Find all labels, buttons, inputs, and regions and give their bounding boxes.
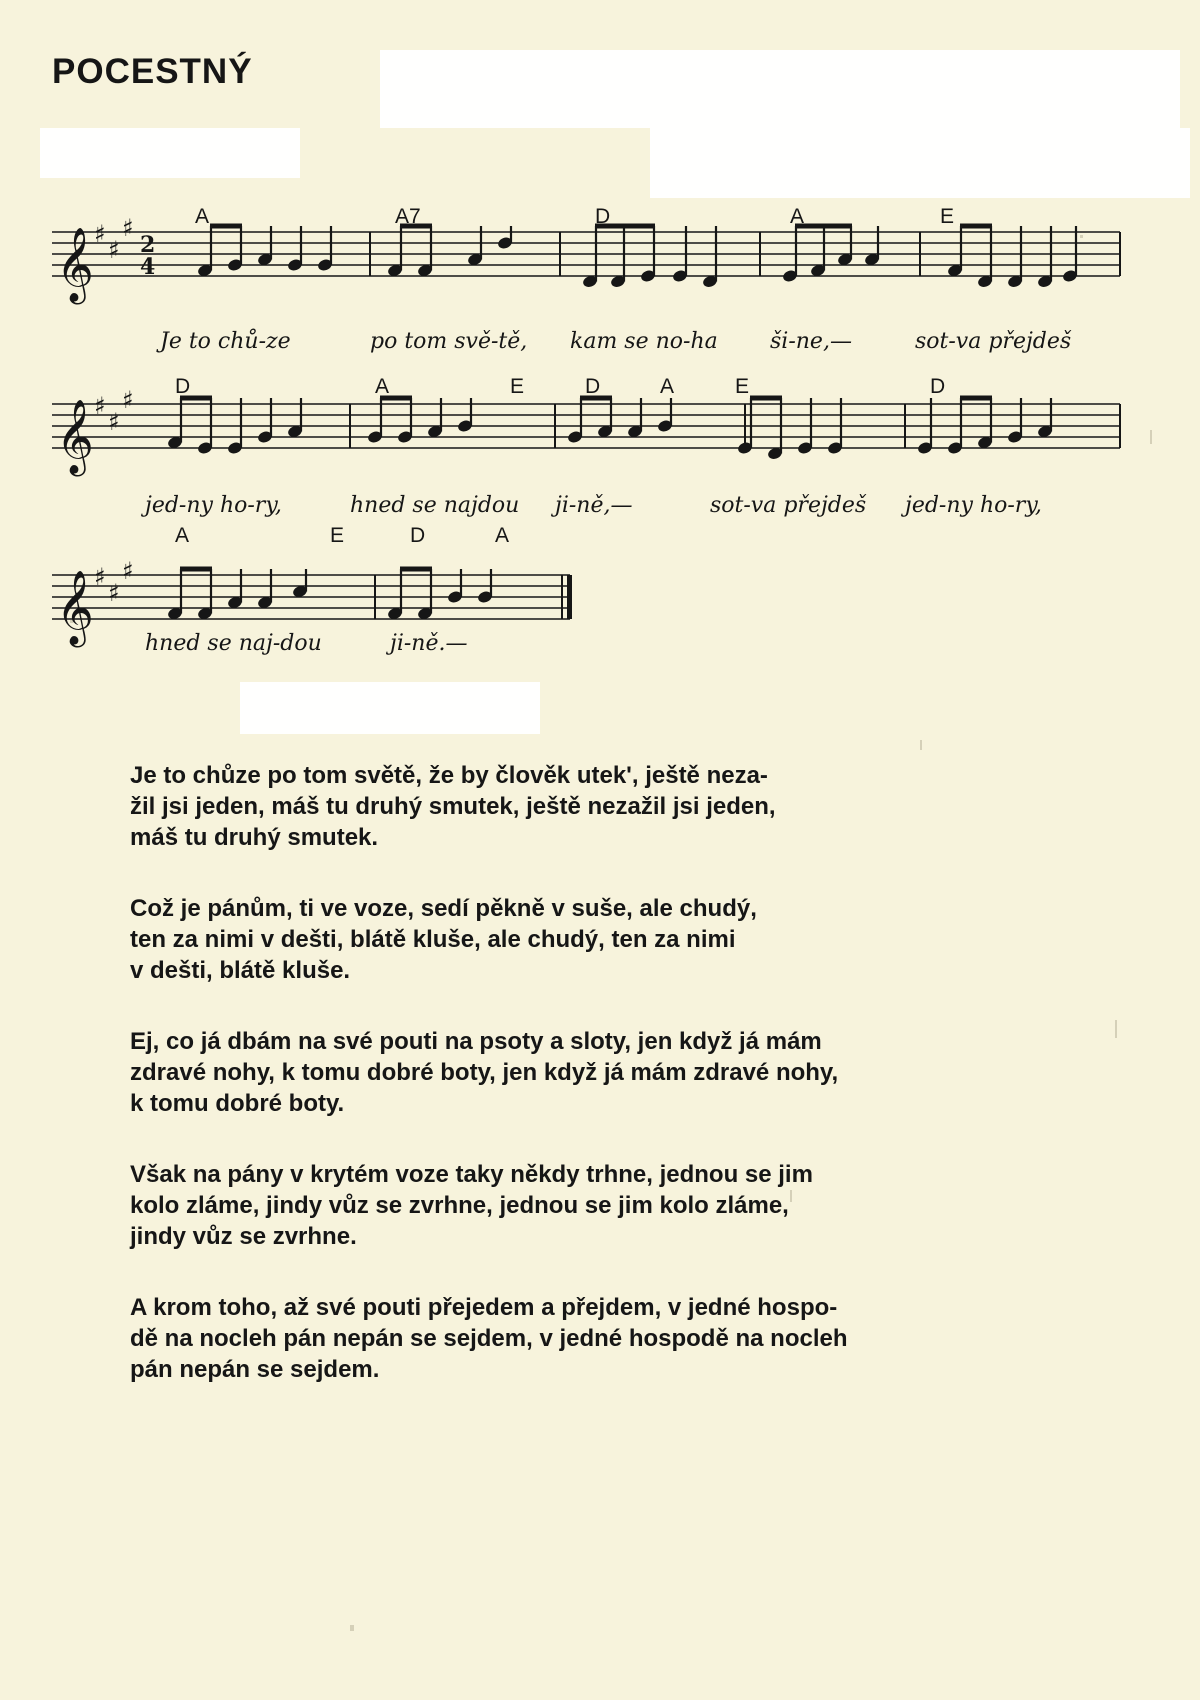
- verse-3: [130, 1026, 1030, 1119]
- lyric-text: sot-va přejdeš: [710, 493, 867, 518]
- lyric-text: po tom svě-tě,: [370, 329, 528, 354]
- treble-clef-icon: 𝄞: [56, 571, 94, 645]
- verse-line: dě na nocleh pán nepán se sejdem, v jedné hospodě na nocleh: [130, 1325, 848, 1352]
- verse-line: máš tu druhý smutek.: [130, 824, 379, 851]
- verse-line: v dešti, blátě kluše.: [130, 957, 351, 984]
- sharp-icon: ♯: [122, 557, 134, 585]
- time-signature-top: 2: [140, 232, 156, 258]
- verse-1: [130, 760, 1030, 853]
- chord-symbol: E: [735, 375, 750, 398]
- verse-line: pán nepán se sejdem.: [130, 1356, 380, 1383]
- chord-symbol: A: [790, 205, 805, 228]
- verse-line: Což je pánům, ti ve voze, sedí pěkně v suše, ale chudý,: [130, 895, 757, 922]
- sharp-icon: ♯: [122, 214, 134, 242]
- music-system-1: [52, 205, 1120, 354]
- sharp-icon: ♯: [94, 220, 106, 248]
- lyric-text: hned se naj-dou: [145, 631, 322, 656]
- lyric-text: Je to chů-ze: [160, 329, 291, 354]
- sharp-icon: ♯: [122, 386, 134, 414]
- paper-speck: [920, 740, 922, 750]
- verse-line: k tomu dobré boty.: [130, 1090, 345, 1117]
- verses: [130, 760, 1030, 1425]
- lyric-text: ši-ne,—: [770, 329, 852, 354]
- chord-symbol: A: [375, 375, 390, 398]
- verse-5: [130, 1292, 1030, 1385]
- lyric-text: ji-ně,—: [555, 493, 633, 518]
- chord-symbol: A7: [395, 205, 421, 228]
- verse-line: jindy vůz se zvrhne.: [130, 1223, 357, 1250]
- music-system-2: [52, 375, 1120, 518]
- verse-line: Však na pány v krytém voze taky někdy trhne, jednou se jim: [130, 1161, 813, 1188]
- chord-symbol: A: [660, 375, 675, 398]
- song-title: POCESTNÝ: [52, 52, 253, 91]
- music-system-3: [52, 524, 572, 656]
- sharp-icon: ♯: [94, 392, 106, 420]
- chord-symbol: A: [195, 205, 210, 228]
- sharp-icon: ♯: [94, 563, 106, 591]
- verse-line: žil jsi jeden, máš tu druhý smutek, ještě nezažil jsi jeden,: [130, 793, 776, 820]
- chord-symbol: D: [410, 524, 426, 547]
- lyric-text: sot-va přejdeš: [915, 329, 1072, 354]
- lyric-text: hned se najdou: [350, 493, 520, 518]
- lyric-text: ji-ně.—: [390, 631, 468, 656]
- lyric-text: kam se no-ha: [570, 329, 718, 354]
- treble-clef-icon: 𝄞: [56, 228, 94, 302]
- chord-symbol: E: [510, 375, 525, 398]
- chord-symbol: D: [930, 375, 946, 398]
- chord-symbol: D: [595, 205, 611, 228]
- paper-speck: [1115, 1020, 1117, 1038]
- verse-line: kolo zláme, jindy vůz se zvrhne, jednou se jim kolo zláme,: [130, 1192, 789, 1219]
- verse-line: Ej, co já dbám na své pouti na psoty a sloty, jen když já mám: [130, 1028, 822, 1055]
- sharp-icon: ♯: [108, 408, 120, 436]
- chord-symbol: E: [330, 524, 345, 547]
- verse-line: zdravé nohy, k tomu dobré boty, jen když já mám zdravé nohy,: [130, 1059, 839, 1086]
- lyric-text: jed-ny ho-ry,: [145, 493, 282, 518]
- lyric-text: jed-ny ho-ry,: [905, 493, 1042, 518]
- verse-line: A krom toho, až své pouti přejedem a přejdem, v jedné hospo-: [130, 1294, 838, 1321]
- chord-symbol: A: [495, 524, 510, 547]
- paper-speck: [350, 1625, 354, 1631]
- sharp-icon: ♯: [108, 236, 120, 264]
- sheet-music: [0, 0, 1200, 700]
- final-bar-line: [567, 575, 572, 619]
- chord-symbol: A: [175, 524, 190, 547]
- chord-symbol: D: [585, 375, 601, 398]
- treble-clef-icon: 𝄞: [56, 400, 94, 474]
- time-signature-bottom: 4: [140, 254, 156, 280]
- verse-4: [130, 1159, 1030, 1252]
- chord-symbol: E: [940, 205, 955, 228]
- verse-2: [130, 893, 1030, 986]
- verse-line: ten za nimi v dešti, blátě kluše, ale chudý, ten za nimi: [130, 926, 736, 953]
- chord-symbol: D: [175, 375, 191, 398]
- verse-line: Je to chůze po tom světě, že by člověk utek', ještě neza-: [130, 762, 768, 789]
- sharp-icon: ♯: [108, 579, 120, 607]
